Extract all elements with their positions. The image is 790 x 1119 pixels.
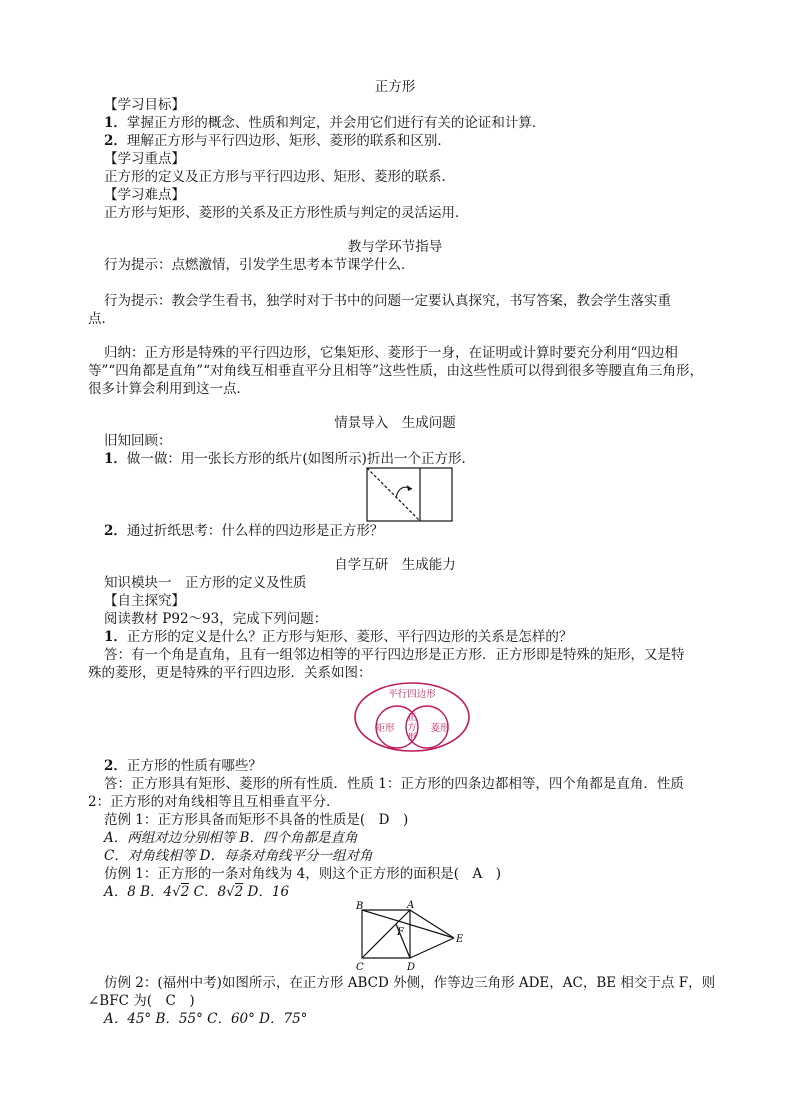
property-question-num: 2． bbox=[104, 758, 127, 774]
sqrt-sign: √ bbox=[226, 884, 235, 900]
venn-center-char-1: 正 bbox=[407, 713, 417, 723]
difficulty-text: 正方形与矩形、菱形的关系及正方形性质与判定的灵活运用． bbox=[104, 205, 469, 221]
sqrt-sign: √ bbox=[172, 884, 181, 900]
property-question-text: 正方形的性质有哪些？ bbox=[126, 758, 262, 774]
property-question bbox=[104, 757, 262, 775]
guide-hint-2-line-1: 行为提示：教会学生看书，独学时对于书中的问题一定要认真探究，书写答案，教会学生落实重 bbox=[104, 293, 671, 309]
goal-item-1 bbox=[104, 114, 545, 132]
definition-question-text: 正方形的定义是什么？正方形与矩形、菱形、平行四边形的关系是怎样的？ bbox=[126, 629, 573, 645]
guide-hint-2-line-2: 点． bbox=[88, 311, 115, 327]
option-a-b-text: A．8 B．4 bbox=[104, 884, 173, 900]
paper-rectangle bbox=[367, 468, 452, 521]
example-1-question: 范例 1：正方形具备而矩形不具备的性质是( D ) bbox=[104, 812, 409, 828]
example-3-question-line-2: ∠BFC 为( C ) bbox=[88, 993, 195, 1009]
fold-question-2-text: 通过折纸思考：什么样的四边形是正方形？ bbox=[126, 523, 384, 539]
vertex-label-e: E bbox=[456, 934, 464, 945]
goal-item-2-num: 2． bbox=[104, 133, 127, 149]
sqrt-radicand-2: 2 bbox=[234, 884, 244, 900]
example-3-question-line-1: 仿例 2：(福州中考)如图所示，在正方形 ABCD 外侧，作等边三角形 ADE，AC，BE 相交于点 F，则 bbox=[104, 975, 716, 991]
guide-hint-1: 行为提示：点燃激情，引发学生思考本节课学什么． bbox=[104, 257, 415, 273]
segment-ae bbox=[410, 910, 454, 938]
goal-item-1-num: 1． bbox=[104, 115, 127, 131]
guide-summary-line-1: 归纳：正方形是特殊的平行四边形，它集矩形、菱形于一身，在证明或计算时要充分利用“四边相 bbox=[104, 345, 678, 361]
key-heading: 【学习重点】 bbox=[104, 151, 185, 167]
sqrt-radicand-1: 2 bbox=[180, 884, 190, 900]
section-1-heading: 情景导入 生成问题 bbox=[334, 415, 456, 431]
relation-venn-diagram bbox=[352, 680, 472, 754]
example-3-options: A．45° B．55° C．60° D．75° bbox=[104, 1011, 308, 1027]
definition-question bbox=[104, 628, 572, 646]
review-label: 旧知回顾： bbox=[104, 433, 172, 449]
fold-question-1 bbox=[104, 450, 475, 468]
goal-item-1-text: 掌握正方形的概念、性质和判定，并会用它们进行有关的论证和计算． bbox=[126, 115, 546, 131]
example-1-options-2: C．对角线相等 D．每条对角线平分一组对角 bbox=[104, 848, 373, 864]
example-1-options-1: A．两组对边分别相等 B．四个角都是直角 bbox=[104, 830, 358, 846]
vertex-label-b: B bbox=[356, 901, 364, 912]
explore-heading: 【自主探究】 bbox=[104, 593, 185, 609]
venn-center-char-2: 方 bbox=[407, 723, 417, 733]
square-triangle-figure bbox=[356, 900, 468, 976]
goals-heading: 【学习目标】 bbox=[104, 97, 185, 113]
key-text: 正方形的定义及正方形与平行四边形、矩形、菱形的联系． bbox=[104, 169, 455, 185]
example-2-options bbox=[104, 883, 289, 901]
segment-de bbox=[410, 938, 454, 958]
fold-arrow-head bbox=[407, 485, 412, 491]
segment-be bbox=[362, 910, 454, 938]
vertex-label-c: C bbox=[356, 962, 364, 973]
definition-answer-line-2: 殊的菱形，更是特殊的平行四边形．关系如图： bbox=[88, 665, 372, 681]
venn-center-char-3: 形 bbox=[407, 733, 417, 743]
fold-diagonal-line bbox=[367, 468, 420, 521]
venn-outer-label: 平行四边形 bbox=[388, 689, 436, 700]
property-answer-line-2: 2：正方形的对角线相等且互相垂直平分． bbox=[88, 794, 340, 810]
section-2-heading: 自学互研 生成能力 bbox=[334, 557, 456, 573]
definition-answer-line-1: 答：有一个角是直角，且有一组邻边相等的平行四边形是正方形．正方形即是特殊的矩形，又是特 bbox=[104, 647, 685, 663]
goal-item-2 bbox=[104, 132, 451, 150]
fold-question-1-text: 做一做：用一张长方形的纸片(如图所示)折出一个正方形． bbox=[126, 451, 475, 467]
option-c-text: C．8 bbox=[189, 884, 227, 900]
guide-summary-line-3: 很多计算会利用到这一点． bbox=[88, 381, 250, 397]
module-title: 知识模块一 正方形的定义及性质 bbox=[104, 575, 307, 591]
venn-right-label: 菱形 bbox=[430, 723, 450, 734]
goal-item-2-text: 理解正方形与平行四边形、矩形、菱形的联系和区别． bbox=[126, 133, 451, 149]
fold-question-2 bbox=[104, 522, 383, 540]
property-answer-line-1: 答：正方形具有矩形、菱形的所有性质．性质 1：正方形的四条边都相等，四个角都是直角．性质 bbox=[104, 776, 684, 792]
definition-question-num: 1． bbox=[104, 629, 127, 645]
fold-question-2-num: 2． bbox=[104, 523, 127, 539]
example-2-question: 仿例 1：正方形的一条对角线为 4，则这个正方形的面积是( A ) bbox=[104, 866, 502, 882]
vertex-label-a: A bbox=[407, 900, 415, 911]
reading-instruction: 阅读教材 P92～93，完成下列问题： bbox=[104, 611, 328, 627]
fold-question-1-num: 1． bbox=[104, 451, 127, 467]
vertex-label-d: D bbox=[407, 962, 416, 973]
option-d-text: D．16 bbox=[243, 884, 290, 900]
difficulty-heading: 【学习难点】 bbox=[104, 187, 185, 203]
venn-left-label: 矩形 bbox=[375, 723, 395, 734]
point-label-f: F bbox=[397, 927, 404, 938]
guide-heading: 教与学环节指导 bbox=[347, 239, 443, 255]
page-title: 正方形 bbox=[374, 79, 416, 95]
guide-summary-line-2: 等”“四角都是直角”“对角线互相垂直平分且相等”这些性质，由这些性质可以得到很多等腰直角三角形， bbox=[88, 363, 704, 379]
paper-fold-figure bbox=[366, 467, 454, 523]
